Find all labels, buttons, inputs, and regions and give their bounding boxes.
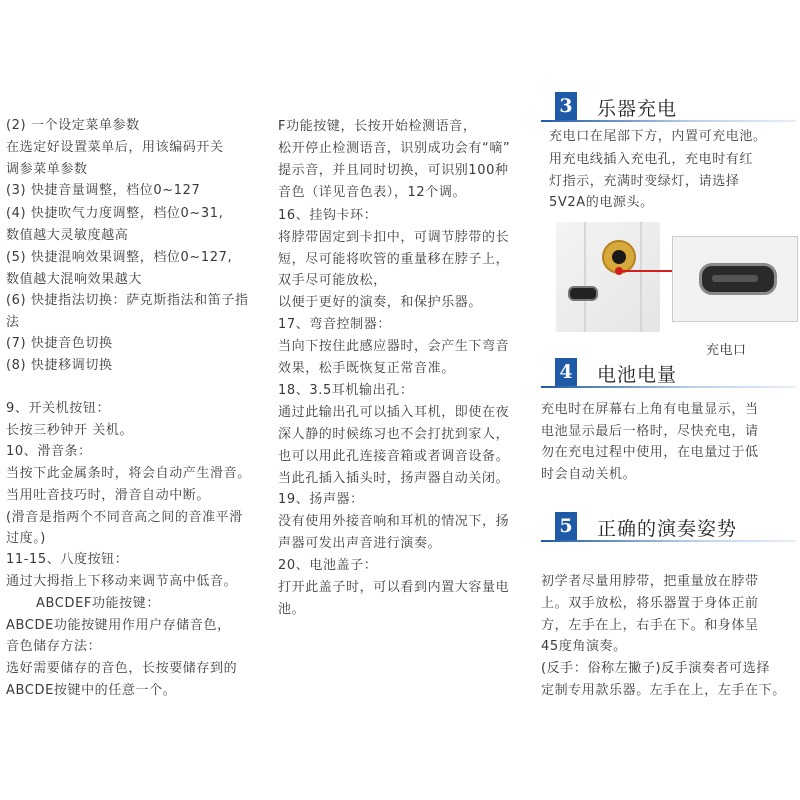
charging-port-photo <box>556 222 660 332</box>
text-line: 9、开关机按钮： <box>6 401 111 416</box>
text-line: 打开此盖子时，可以看到内置大容量电 <box>278 580 510 595</box>
text-line: (7) 快捷音色切换 <box>6 336 113 351</box>
text-line: (反手：俗称左撇子)反手演奏者可选择 <box>541 661 770 676</box>
text-line: 方，左手在上，右手在下。和身体呈 <box>541 618 759 633</box>
text-line: 声器可发出声音进行演奏。 <box>278 536 442 551</box>
text-line: 当向下按住此感应器时，会产生下弯音 <box>278 339 510 354</box>
text-line: 19、扬声器： <box>278 492 364 507</box>
text-line: 法 <box>6 315 20 330</box>
text-line: 上。双手放松，将乐器置于身体正前 <box>541 596 759 611</box>
section-header-posture <box>541 512 796 542</box>
section-divider <box>541 540 796 542</box>
text-line: 音色储存方法： <box>6 639 102 654</box>
text-line: 也可以用此孔连接音箱或者调音设备。 <box>278 449 510 464</box>
text-line: 灯指示，充满时变绿灯，请选择 <box>549 174 740 189</box>
section-divider <box>541 120 796 122</box>
text-line: 数值越大灵敏度越高 <box>6 228 129 243</box>
section-title: 乐器充电 <box>597 98 678 120</box>
text-line: 11-15、八度按钮： <box>6 552 129 567</box>
text-line: 充电口在尾部下方，内置可充电池。 <box>549 129 767 144</box>
section-divider <box>541 386 796 388</box>
text-line: 定制专用款乐器。左手在上，左手在下。 <box>541 683 786 698</box>
text-line: 5V2A的电源头。 <box>549 195 654 210</box>
charging-port-label: 充电口 <box>706 343 747 358</box>
text-line: 池。 <box>278 602 306 617</box>
text-line: (滑音是指两个不同音高之间的音准平滑 <box>6 510 243 525</box>
text-line: (2) 一个设定菜单参数 <box>6 118 140 133</box>
text-line: 18、3.5耳机输出孔： <box>278 383 414 398</box>
text-line: 短，尽可能将吹管的重量移在脖子上， <box>278 252 510 267</box>
text-line: 长按三秒钟开 关机。 <box>6 423 134 438</box>
section-title: 电池电量 <box>597 364 678 386</box>
section-number: 4 <box>555 358 577 386</box>
text-line: 16、挂钩卡环： <box>278 208 378 223</box>
text-line: ABCDE功能按键用作用户存储音色， <box>6 618 231 633</box>
text-line: 没有使用外接音响和耳机的情况下，扬 <box>278 514 510 529</box>
section-header-battery <box>541 358 796 388</box>
text-line: ABCDEF功能按键： <box>36 596 160 611</box>
text-line: 通过此输出孔可以插入耳机，即使在夜 <box>278 405 510 420</box>
text-line: 将脖带固定到卡扣中，可调节脖带的长 <box>278 230 510 245</box>
text-line: 初学者尽量用脖带，把重量放在脖带 <box>541 574 759 589</box>
section-number: 3 <box>555 92 577 120</box>
text-line: 电池显示最后一格时，尽快充电，请 <box>541 424 759 439</box>
text-line: 深人静的时候练习也不会打扰到家人， <box>278 427 510 442</box>
text-line: 当此孔插入插头时，扬声器自动关闭。 <box>278 471 510 486</box>
section-header-charging <box>541 92 796 122</box>
text-line: 当用吐音技巧时，滑音自动中断。 <box>6 488 211 503</box>
text-line: 松开停止检测语音，识别成功会有“嘀” <box>278 141 511 156</box>
usb-c-port-icon <box>568 286 598 301</box>
text-line: 用充电线插入充电孔，充电时有红 <box>549 152 754 167</box>
arrow-dot <box>615 267 623 275</box>
text-line: F功能按键，长按开始检测语音， <box>278 119 477 134</box>
text-line: 通过大拇指上下移动来调节高中低音。 <box>6 574 238 589</box>
text-line: 双手尽可能放松， <box>278 273 387 288</box>
text-line: 提示音，并且同时切换，可识别100种 <box>278 163 509 178</box>
text-line: 45度角演奏。 <box>541 639 627 654</box>
text-line: 充电时在屏幕右上角有电量显示，当 <box>541 402 759 417</box>
text-line: 效果，松手既恢复正常音准。 <box>278 361 455 376</box>
text-line: 10、滑音条： <box>6 444 92 459</box>
text-line: 调参菜单参数 <box>6 162 88 177</box>
text-line: ABCDE按键中的任意一个。 <box>6 683 177 698</box>
photo-groove <box>640 222 642 332</box>
section-title: 正确的演奏姿势 <box>597 518 738 540</box>
text-line: 勿在充电过程中使用，在电量过于低 <box>541 445 759 460</box>
charging-port-zoom <box>672 236 798 322</box>
text-line: 音色（详见音色表），12个调。 <box>278 185 467 200</box>
text-line: (5) 快捷混响效果调整，档位0~127, <box>6 250 233 265</box>
text-line: 17、弯音控制器： <box>278 317 391 332</box>
text-line: (6) 快捷指法切换：萨克斯指法和笛子指 <box>6 293 249 308</box>
section-number: 5 <box>555 512 577 540</box>
text-line: 过度。) <box>6 531 46 546</box>
text-line: (8) 快捷移调切换 <box>6 358 113 373</box>
text-line: (4) 快捷吹气力度调整，档位0~31, <box>6 206 224 221</box>
text-line: 以便于更好的演奏，和保护乐器。 <box>278 295 483 310</box>
usb-c-port-icon <box>699 263 777 295</box>
text-line: 在选定好设置菜单后，用该编码开关 <box>6 140 224 155</box>
text-line: 选好需要储存的音色，长按要储存到的 <box>6 661 238 676</box>
photo-groove <box>584 222 586 332</box>
text-line: 20、电池盖子： <box>278 558 378 573</box>
text-line: 当按下此金属条时，将会自动产生滑音。 <box>6 466 251 481</box>
text-line: (3) 快捷音量调整，档位0~127 <box>6 183 201 198</box>
text-line: 数值越大混响效果越大 <box>6 272 143 287</box>
text-line: 时会自动关机。 <box>541 467 637 482</box>
